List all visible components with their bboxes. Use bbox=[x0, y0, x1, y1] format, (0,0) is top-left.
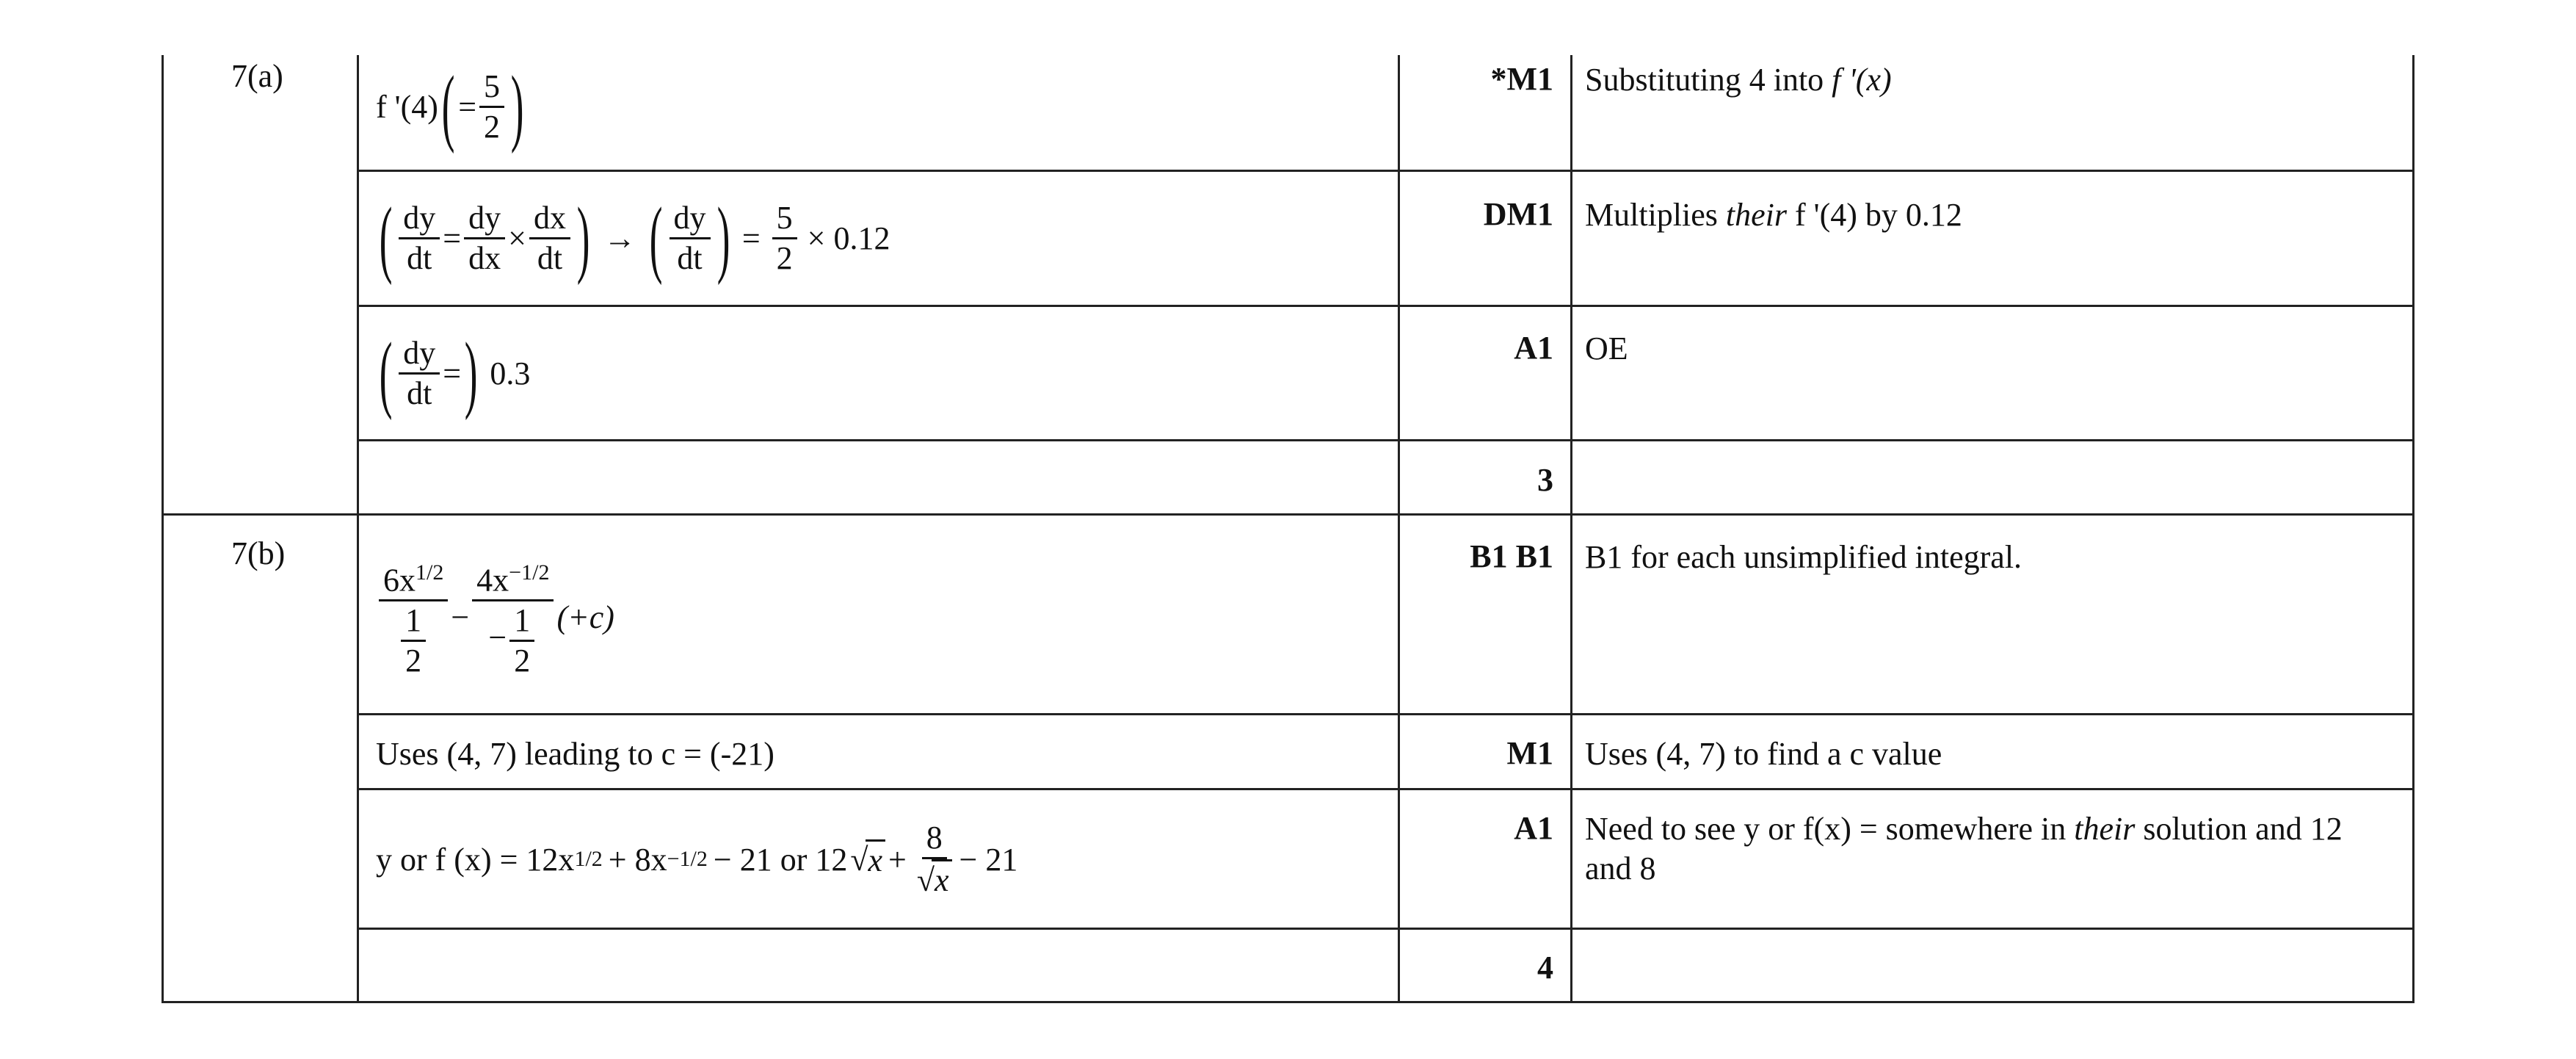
row-divider bbox=[357, 788, 2414, 790]
numerator: dy bbox=[399, 334, 440, 375]
numerator: dy bbox=[464, 199, 505, 239]
guidance-note: OE bbox=[1585, 330, 1628, 366]
sqrt-x: x bbox=[932, 859, 952, 900]
denominator bbox=[393, 601, 433, 680]
question-label: 7(b) bbox=[231, 535, 286, 571]
exponent-neg-half: −1/2 bbox=[667, 847, 708, 871]
exp-num: 1 bbox=[416, 560, 427, 585]
sqrt-icon: √ bbox=[916, 862, 935, 898]
plus: + bbox=[888, 841, 907, 878]
denominator: dx bbox=[468, 239, 501, 276]
note-text: Substituting 4 into bbox=[1585, 62, 1824, 98]
numerator bbox=[379, 554, 448, 602]
exp-den: 2 bbox=[538, 560, 550, 585]
exponent-neg-half: −1/2 bbox=[509, 560, 550, 585]
guidance-note bbox=[1585, 809, 2392, 889]
guidance-note: B1 for each unsimplified integral. bbox=[1585, 539, 2022, 575]
guidance-note bbox=[1585, 195, 1962, 235]
denominator bbox=[913, 859, 957, 900]
numerator bbox=[472, 554, 554, 602]
row-divider bbox=[357, 713, 2414, 715]
paren-close: ) bbox=[716, 189, 730, 286]
numerator: 5 bbox=[479, 68, 504, 108]
answer-value: 0.3 bbox=[490, 355, 531, 391]
paren-close: ) bbox=[464, 325, 478, 421]
numerator: 1 bbox=[401, 601, 426, 642]
mark-label: DM1 bbox=[1483, 196, 1553, 232]
numerator: 1 bbox=[509, 601, 534, 642]
numerator: 8 bbox=[922, 819, 947, 859]
note-text: f '(4) by 0.12 bbox=[1795, 197, 1962, 233]
note-their: their bbox=[1725, 197, 1788, 233]
note-text: Need to see y or f(x) = somewhere in bbox=[1585, 811, 2067, 847]
table-border-right bbox=[2412, 55, 2414, 1003]
table-border-left bbox=[162, 55, 164, 1003]
fraction-dy-dt bbox=[399, 334, 440, 413]
expr-part: + 8x bbox=[608, 841, 667, 878]
minus: − bbox=[488, 619, 507, 656]
denominator: dt bbox=[407, 239, 432, 276]
answer-b2: Uses (4, 7) leading to c = (-21) bbox=[376, 736, 774, 772]
equals: = bbox=[443, 220, 462, 256]
denominator: 2 bbox=[776, 239, 793, 276]
equals: = bbox=[443, 355, 462, 391]
question-label: 7(a) bbox=[231, 58, 283, 94]
exp-num: 1 bbox=[679, 847, 691, 871]
paren-close: ) bbox=[510, 58, 524, 154]
term-6x: 6x bbox=[383, 562, 416, 599]
denominator: dt bbox=[407, 375, 432, 411]
note-text: solution and 12 and 8 bbox=[1585, 811, 2343, 886]
exp-den: 2 bbox=[591, 847, 603, 871]
arrow: → bbox=[603, 220, 636, 256]
fraction-half bbox=[401, 601, 426, 680]
numerator: dx bbox=[529, 199, 570, 239]
answer-b3 bbox=[376, 800, 1017, 918]
denominator: 2 bbox=[514, 643, 531, 679]
expr-part: − 21 or 12 bbox=[713, 841, 848, 878]
row-divider bbox=[357, 439, 2414, 441]
sqrt-icon: √ bbox=[850, 841, 868, 878]
part-total: 4 bbox=[1537, 950, 1553, 986]
multiplier: × 0.12 bbox=[807, 220, 890, 256]
numerator: dy bbox=[670, 199, 711, 239]
denominator: 2 bbox=[405, 643, 422, 679]
guidance-note: Uses (4, 7) to find a c value bbox=[1585, 736, 1942, 772]
exp-num: 1 bbox=[574, 847, 586, 871]
term-4x: 4x bbox=[476, 562, 509, 599]
sqrt-x: x bbox=[866, 839, 886, 879]
fraction-five-halves bbox=[479, 68, 504, 146]
fraction-8-over-sqrt-x bbox=[913, 819, 957, 900]
exp-den: 2 bbox=[696, 847, 708, 871]
fraction-dy-dt bbox=[670, 199, 711, 278]
fraction-dx-dt bbox=[529, 199, 570, 278]
constant-c: (+c) bbox=[556, 599, 614, 635]
row-divider bbox=[357, 170, 2414, 172]
exp-sign: − bbox=[509, 560, 522, 585]
denominator: dt bbox=[677, 239, 703, 276]
table-col-divider-3 bbox=[1570, 55, 1572, 1003]
exp-den: 2 bbox=[432, 560, 444, 585]
row-divider bbox=[357, 305, 2414, 307]
fraction-half bbox=[509, 601, 534, 680]
exponent-half: 1/2 bbox=[416, 560, 444, 585]
guidance-note bbox=[1585, 60, 1892, 100]
row-divider-question bbox=[162, 513, 2414, 516]
paren-open: ( bbox=[379, 189, 393, 286]
paren-open: ( bbox=[650, 189, 663, 286]
expr-part: y or f (x) = 12x bbox=[376, 841, 575, 878]
integral-term-2 bbox=[472, 554, 554, 681]
table-col-divider-2 bbox=[1398, 55, 1400, 1003]
row-divider bbox=[357, 928, 2414, 930]
fraction-dy-dx bbox=[464, 199, 505, 278]
exp-sign: − bbox=[667, 847, 680, 871]
part-total: 3 bbox=[1537, 462, 1553, 498]
note-their: their bbox=[2074, 811, 2136, 847]
note-fn: f '(x) bbox=[1832, 62, 1892, 98]
numerator: 5 bbox=[772, 199, 797, 239]
table-col-divider-1 bbox=[357, 55, 359, 1003]
exp-num: 1 bbox=[521, 560, 533, 585]
fraction-dy-dt bbox=[399, 199, 440, 278]
answer-a1 bbox=[376, 59, 527, 154]
paren-open: ( bbox=[441, 58, 455, 154]
equals: = bbox=[741, 220, 761, 256]
mark-label: A1 bbox=[1514, 810, 1553, 846]
fn-f-prime-4: f '(4) bbox=[376, 88, 438, 125]
table-border-bottom bbox=[162, 1001, 2414, 1003]
note-text: Multiplies bbox=[1585, 197, 1718, 233]
mark-label: *M1 bbox=[1490, 61, 1553, 97]
equals: = bbox=[458, 88, 477, 125]
mark-label: A1 bbox=[1514, 330, 1553, 366]
exponent-half: 1/2 bbox=[574, 847, 603, 871]
denominator bbox=[484, 601, 542, 680]
minus: − bbox=[451, 599, 470, 635]
numerator: dy bbox=[399, 199, 440, 239]
integral-term-1 bbox=[379, 554, 448, 681]
answer-b1 bbox=[376, 536, 614, 698]
denominator: dt bbox=[537, 239, 563, 276]
mark-label: M1 bbox=[1506, 735, 1553, 771]
mark-label: B1 B1 bbox=[1470, 538, 1553, 574]
expr-part: − 21 bbox=[959, 841, 1018, 878]
times: × bbox=[508, 220, 526, 256]
fraction-five-halves bbox=[772, 199, 797, 278]
answer-a2 bbox=[376, 188, 890, 288]
answer-a3 bbox=[376, 323, 530, 423]
paren-open: ( bbox=[379, 325, 393, 421]
denominator: 2 bbox=[484, 108, 501, 145]
paren-close: ) bbox=[576, 189, 590, 286]
